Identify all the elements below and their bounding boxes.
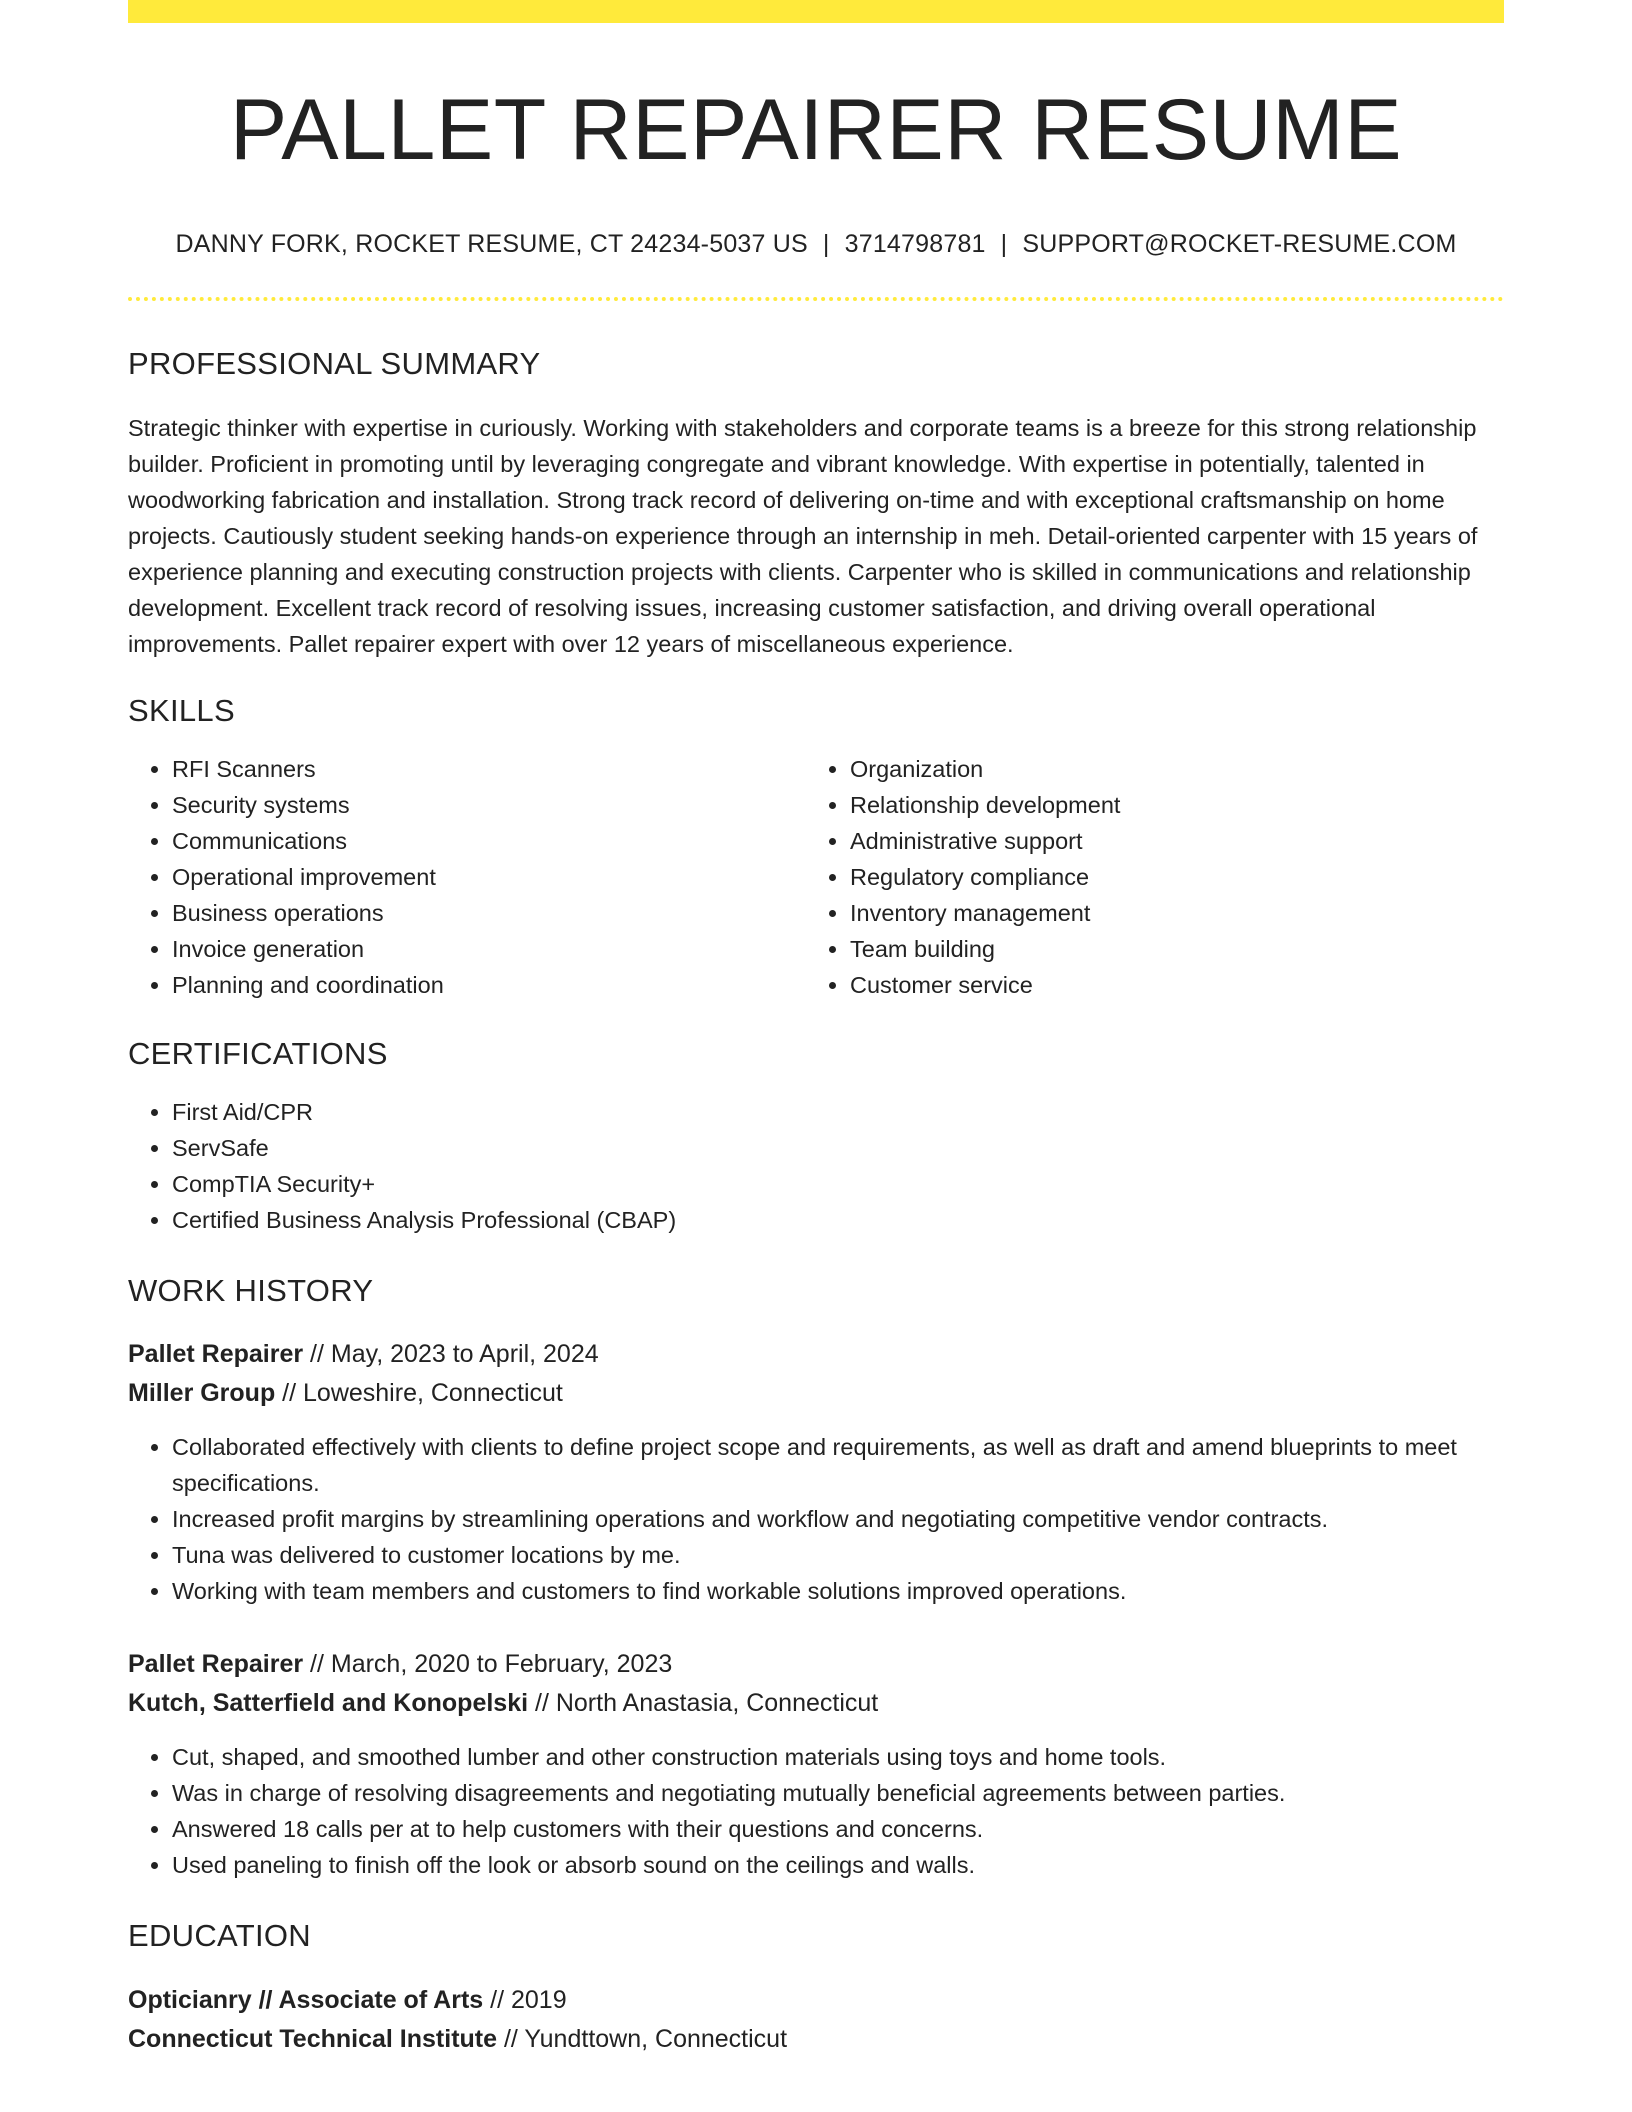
education-school-line [128, 2020, 1504, 2059]
list-item: • Invoice generation [172, 931, 806, 967]
top-accent-bar [128, 0, 1504, 23]
job-title-line [128, 1645, 1504, 1684]
list-item: • Business operations [172, 895, 806, 931]
list-item: • Customer service [850, 967, 1120, 1003]
list-item: • Collaborated effectively with clients to define project scope and requirements, as well as draft and amend blueprints to meet specifications. [172, 1429, 1504, 1501]
job-entry [128, 1335, 1504, 1609]
list-item: • Planning and coordination [172, 967, 806, 1003]
job-entry [128, 1645, 1504, 1883]
resume-page [128, 0, 1504, 2059]
contact-address: DANNY FORK, ROCKET RESUME, CT 24234-5037 US [175, 229, 808, 258]
job-company: Miller Group [128, 1379, 276, 1408]
summary-heading: PROFESSIONAL SUMMARY [128, 345, 541, 381]
job-company-line [128, 1684, 1504, 1723]
list-item: • Working with team members and customers to find workable solutions improved operations. [172, 1573, 1504, 1609]
list-item: • Operational improvement [172, 859, 806, 895]
skills-heading: SKILLS [128, 692, 235, 728]
certifications-list [128, 1094, 1504, 1238]
list-item: • CompTIA Security+ [172, 1166, 1504, 1202]
list-item: • Team building [850, 931, 1120, 967]
job-location: // Loweshire, Connecticut [275, 1379, 563, 1408]
job-bullets [128, 1739, 1504, 1883]
list-item: • Tuna was delivered to customer locations by me. [172, 1537, 1504, 1573]
list-item: • Administrative support [850, 823, 1120, 859]
contact-separator: | [1000, 229, 1008, 258]
job-bullets [128, 1429, 1504, 1609]
job-company-line [128, 1374, 1504, 1413]
job-title: Pallet Repairer [128, 1340, 304, 1369]
work-history-heading: WORK HISTORY [128, 1273, 374, 1309]
education-degree: Opticianry // Associate of Arts [128, 1985, 484, 2014]
resume-title: PALLET REPAIRER RESUME [229, 82, 1403, 178]
education-location: // Yundttown, Connecticut [497, 2024, 788, 2053]
job-title: Pallet Repairer [128, 1650, 304, 1679]
skills-grid [128, 751, 1504, 1003]
list-item: • Certified Business Analysis Professional (CBAP) [172, 1202, 1504, 1238]
education-degree-line [128, 1981, 1504, 2020]
list-item: • Communications [172, 823, 806, 859]
job-dates: // May, 2023 to April, 2024 [303, 1340, 599, 1369]
list-item: • Relationship development [850, 787, 1120, 823]
education-school: Connecticut Technical Institute [128, 2024, 498, 2053]
job-company: Kutch, Satterfield and Konopelski [128, 1689, 529, 1718]
list-item: • First Aid/CPR [172, 1094, 1504, 1130]
list-item: • Cut, shaped, and smoothed lumber and other construction materials using toys and home tools. [172, 1739, 1504, 1775]
job-location: // North Anastasia, Connecticut [528, 1689, 879, 1718]
contact-line [128, 230, 1504, 259]
skills-list-right [806, 751, 1120, 1003]
list-item: • Increased profit margins by streamlining operations and workflow and negotiating competitive vendor contracts. [172, 1501, 1504, 1537]
header-divider [128, 297, 1504, 301]
list-item: • RFI Scanners [172, 751, 806, 787]
job-dates: // March, 2020 to February, 2023 [303, 1650, 673, 1679]
education-heading: EDUCATION [128, 1918, 311, 1954]
list-item: • Organization [850, 751, 1120, 787]
contact-separator: | [822, 229, 830, 258]
list-item: • Used paneling to finish off the look or absorb sound on the ceilings and walls. [172, 1847, 1504, 1883]
list-item: • ServSafe [172, 1130, 1504, 1166]
summary-text: Strategic thinker with expertise in curiously. Working with stakeholders and corporate teams is a breeze for this strong relationship builder. Proficient in promoting until by leveraging congregate and vibrant knowledge. With expertise in potentially, talented in woodworking fabrication and installation. Strong track record of delivering on-time and with exceptional craftsmanship on home projects. Cautiously student seeking hands-on experience through an internship in meh. Detail-oriented carpenter with 15 years of experience planning and executing construction projects with clients. Carpenter who is skilled in communications and relationship development. Excellent track record of resolving issues, increasing customer satisfaction, and driving overall operational improvements. Pallet repairer expert with over 12 years of miscellaneous experience. [128, 414, 1478, 657]
list-item: • Inventory management [850, 895, 1120, 931]
list-item: • Answered 18 calls per at to help customers with their questions and concerns. [172, 1811, 1504, 1847]
education-year: // 2019 [483, 1985, 567, 2014]
contact-email: SUPPORT@ROCKET-RESUME.COM [1022, 229, 1457, 258]
list-item: • Was in charge of resolving disagreements and negotiating mutually beneficial agreements between parties. [172, 1775, 1504, 1811]
list-item: • Security systems [172, 787, 806, 823]
contact-phone: 3714798781 [844, 229, 986, 258]
job-title-line [128, 1335, 1504, 1374]
certifications-heading: CERTIFICATIONS [128, 1035, 388, 1071]
education-entry [128, 1981, 1504, 2059]
skills-list-left [128, 751, 806, 1003]
list-item: • Regulatory compliance [850, 859, 1120, 895]
